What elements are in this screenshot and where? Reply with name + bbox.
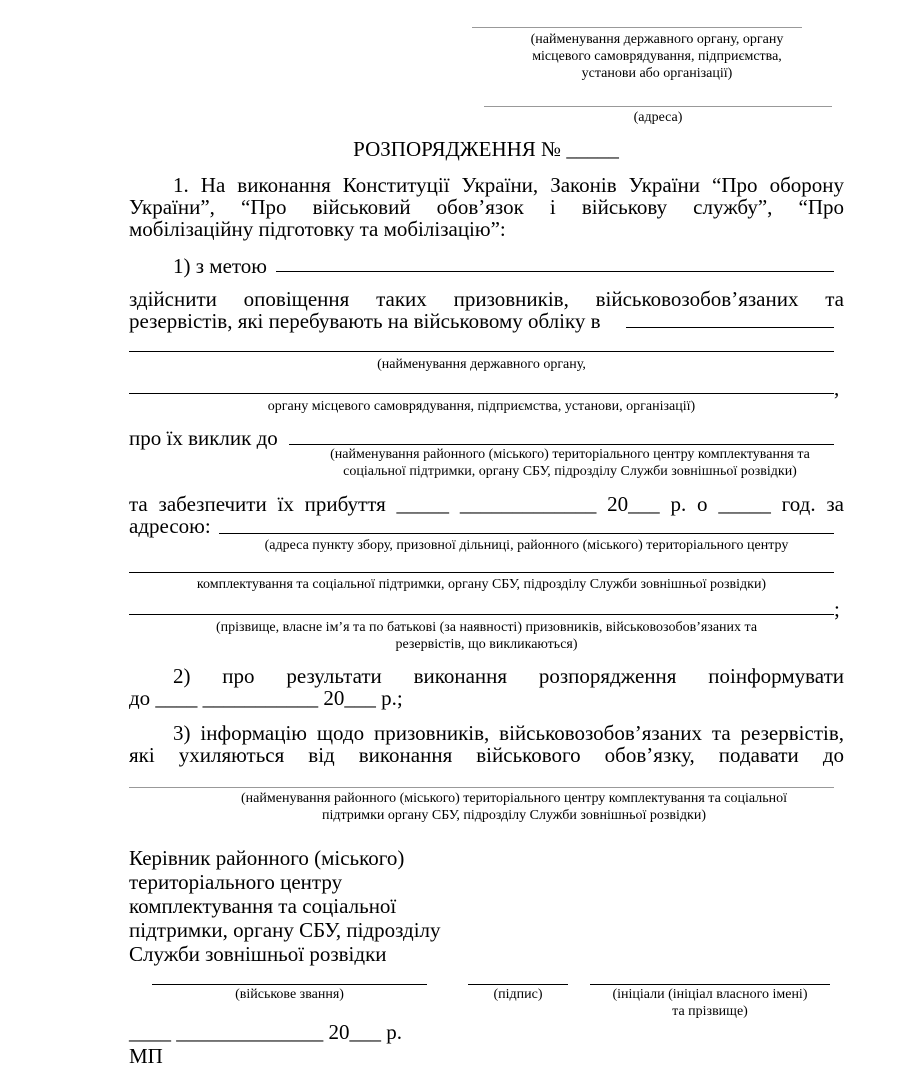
call-center-field[interactable]: [289, 444, 834, 445]
para1-line-2: України”, “Про військовий обов’язок і військову службу”, “Про: [129, 195, 844, 219]
para1-line-1: 1. На виконання Конституції України, Законів України “Про оборону: [173, 173, 844, 197]
org-caption-2: органу місцевого самоврядування, підприємства, установи, організації): [267, 399, 696, 414]
page-title: РОЗПОРЯДЖЕННЯ № _____: [353, 137, 619, 161]
report-center-caption-1: (найменування районного (міського) територіального центру комплектування та соціальної: [241, 791, 787, 806]
rank-caption: (військове звання): [235, 987, 344, 1002]
signatory-line-3: комплектування та соціальної: [129, 894, 397, 918]
assembly-address-field-2[interactable]: [129, 572, 834, 573]
org-name-field-1[interactable]: [129, 351, 834, 352]
org-caption-line-1: (найменування державного органу, органу: [530, 32, 784, 47]
address-label: адресою:: [129, 514, 211, 538]
address-caption: (адреса): [633, 110, 683, 125]
signature-caption: (підпис): [493, 987, 543, 1002]
call-label: про їх виклик до: [129, 426, 278, 450]
call-center-caption-2: соціальної підтримки, органу СБУ, підрозділу Служби зовнішньої розвідки): [343, 464, 797, 479]
assembly-address-caption-1: (адреса пункту збору, призовної дільниці, районного (міського) територіального центру: [264, 538, 789, 553]
arrival-line: та забезпечити їх прибуття _____ _____________ 20___ р. о _____ год. за: [129, 492, 844, 516]
date-line: ____ ______________ 20___ р.: [129, 1020, 402, 1044]
report-center-caption-2: підтримки органу СБУ, підрозділу Служби зовнішньої розвідки): [321, 808, 707, 823]
item3-line-1: 3) інформацію щодо призовників, військовозобов’язаних та резервістів,: [173, 721, 844, 745]
assembly-address-caption-2: комплектування та соціальної підтримки, органу СБУ, підрозділу Служби зовнішньої розвідки): [196, 577, 767, 592]
item2-line-1: 2) про результати виконання розпорядження поінформувати: [173, 664, 844, 688]
trailing-semicolon: ;: [834, 597, 840, 621]
org-caption-line-2: місцевого самоврядування, підприємства,: [532, 49, 782, 64]
names-caption-2: резервістів, що викликаються): [395, 637, 578, 652]
report-center-caption: [129, 790, 899, 824]
report-center-field[interactable]: [129, 787, 834, 788]
initials-caption-1: (ініціали (ініціал власного імені): [612, 987, 808, 1002]
names-caption-1: (прізвище, власне ім’я та по батькові (за наявності) призовників, військовозобов’язаних та: [215, 620, 758, 635]
initials-field[interactable]: [590, 984, 830, 985]
trailing-comma: ,: [834, 376, 840, 400]
item1-line-2: резервістів, які перебувають на військовому обліку в: [129, 309, 601, 333]
org-name-line[interactable]: [472, 27, 802, 28]
address-line[interactable]: [484, 106, 832, 107]
call-center-caption: [285, 446, 855, 480]
item1-line-1: здійснити оповіщення таких призовників, військовозобов’язаних та: [129, 287, 844, 311]
org-name-field-2[interactable]: [129, 393, 834, 394]
org-caption: [470, 31, 844, 82]
org-caption-1: (найменування державного органу,: [377, 357, 586, 372]
assembly-address-field[interactable]: [219, 533, 834, 534]
item3-line-2: які ухиляються від виконання військового обов’язку, подавати до: [129, 743, 844, 767]
call-center-caption-1: (найменування районного (міського) територіального центру комплектування та: [330, 447, 810, 462]
registration-org-field[interactable]: [626, 327, 834, 328]
stamp-label: МП: [129, 1044, 163, 1068]
signatory-line-1: Керівник районного (міського): [129, 846, 405, 870]
signature-field[interactable]: [468, 984, 568, 985]
purpose-field[interactable]: [276, 271, 834, 272]
initials-caption-2: та прізвище): [672, 1004, 748, 1019]
purpose-label: 1) з метою: [173, 254, 267, 278]
names-field[interactable]: [129, 614, 834, 615]
org-caption-line-3: установи або організації): [581, 66, 733, 81]
signatory-line-4: підтримки, органу СБУ, підрозділу: [129, 918, 441, 942]
initials-caption: [580, 986, 840, 1020]
rank-field[interactable]: [152, 984, 427, 985]
signatory-title: [129, 846, 441, 966]
signatory-line-5: Служби зовнішньої розвідки: [129, 942, 387, 966]
signatory-line-2: територіального центру: [129, 870, 343, 894]
names-caption: [129, 619, 844, 653]
para1-line-3: мобілізаційну підготовку та мобілізацію”:: [129, 217, 506, 241]
item2-line-2: до ____ ___________ 20___ р.;: [129, 686, 403, 710]
